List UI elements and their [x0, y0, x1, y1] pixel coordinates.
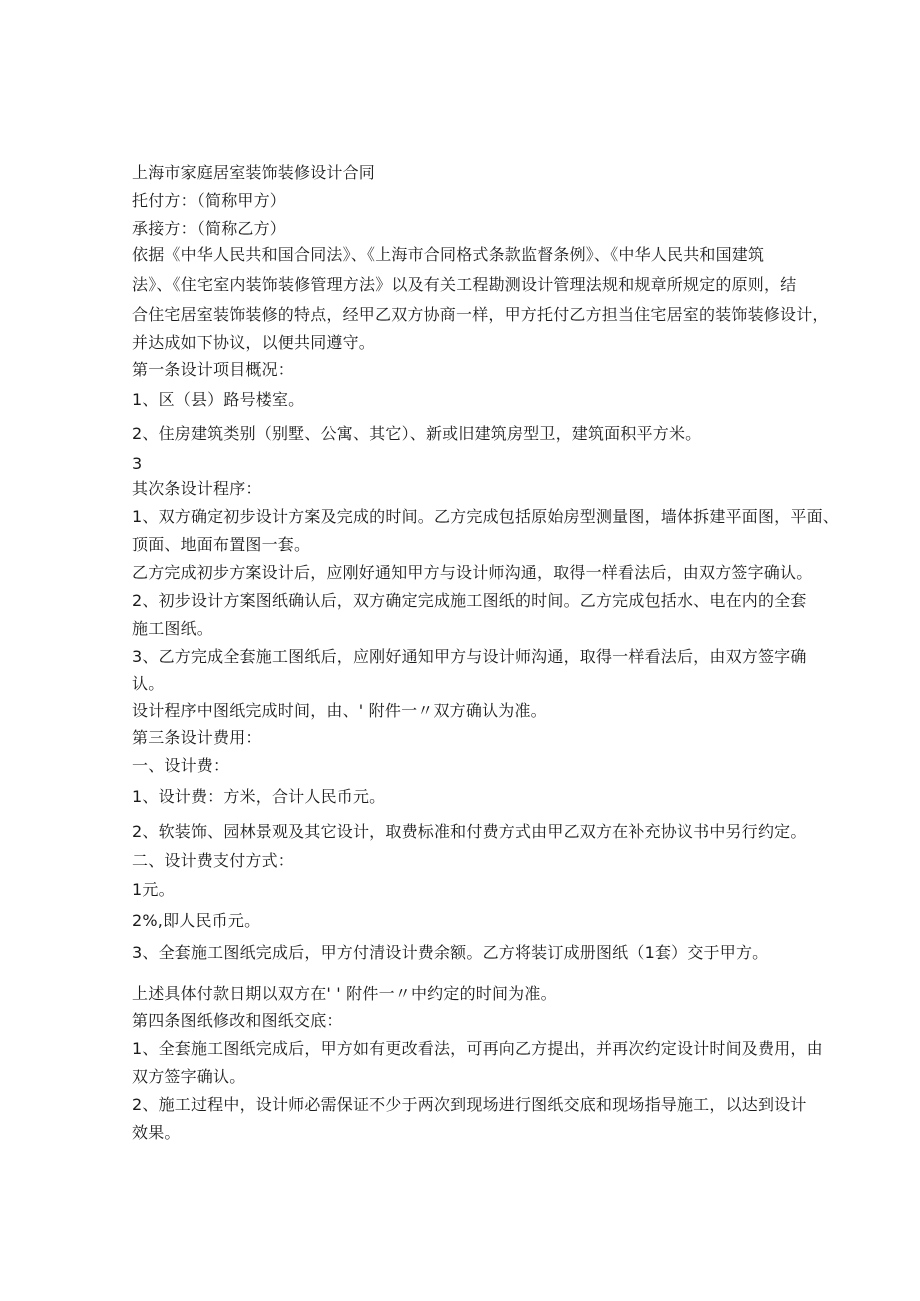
article2-item2-line: 施工图纸。: [132, 619, 214, 638]
article1-item1: 1、区（县）路号楼室。: [132, 390, 305, 409]
article2-note1: 乙方完成初步方案设计后，应刚好通知甲方与设计师沟通，取得一样看法后，由双方签字确认。: [132, 563, 813, 582]
article3-pay2: 2%,即人民币元。: [132, 911, 261, 930]
article2-item3-line: 3、乙方完成全套施工图纸后，应刚好通知甲方与设计师沟通，取得一样看法后，由双方签字确: [132, 647, 807, 666]
article2-heading: 其次条设计程序：: [132, 479, 262, 498]
article4-item2-line: 效果。: [132, 1123, 181, 1142]
article3-sub2: 二、设计费支付方式：: [132, 851, 295, 870]
article1-item2: 2、住房建筑类别（别墅、公寓、其它）、新或旧建筑房型卫，建筑面积平方米。: [132, 424, 702, 443]
article2-note2: 设计程序中图纸完成时间，由、' 附件一〃双方确认为准。: [132, 701, 547, 720]
article4-item1-line: 双方签字确认。: [132, 1067, 246, 1086]
article2-item3-line: 认。: [132, 674, 165, 693]
article4-item1-line: 1、全套施工图纸完成后，甲方如有更改看法，可再向乙方提出，并再次约定设计时间及费用，由: [132, 1039, 823, 1058]
article3-pay1: 1元。: [132, 880, 175, 899]
party-b-line: 承接方：（简称乙方）: [132, 219, 287, 238]
article3-item1: 1、设计费：方米，合计人民币元。: [132, 787, 386, 806]
party-a-line: 托付方：（简称甲方）: [132, 191, 287, 210]
preamble-line: 合住宅居室装饰装修的特点，经甲乙双方协商一样，甲方托付乙方担当住宅居室的装饰装修设计，: [132, 305, 829, 324]
article3-item2: 2、软装饰、园林景观及其它设计，取费标准和付费方式由甲乙双方在补充协议书中另行约定。: [132, 822, 807, 841]
article3-sub1: 一、设计费：: [132, 756, 230, 775]
preamble-line: 法》、《住宅室内装饰装修管理方法》以及有关工程勘测设计管理法规和规章所规定的原则，结: [132, 275, 797, 294]
article2-item2-line: 2、初步设计方案图纸确认后，双方确定完成施工图纸的时间。乙方完成包括水、电在内的全套: [132, 591, 807, 610]
article3-note: 上述具体付款日期以双方在' ' 附件一〃中约定的时间为准。: [132, 984, 557, 1003]
preamble-line: 依据《中华人民共和国合同法》、《上海市合同格式条款监督条例》、《中华人民共和国建筑: [132, 245, 765, 264]
article2-item1-line: 顶面、地面布置图一套。: [132, 535, 311, 554]
document-title: 上海市家庭居室装饰装修设计合同: [132, 163, 376, 182]
article2-item1-line: 1、双方确定初步设计方案及完成的时间。乙方完成包括原始房型测量图，墙体拆建平面图，平面、: [132, 507, 839, 526]
preamble-line: 并达成如下协议，以便共同遵守。: [132, 333, 376, 352]
article4-item2-line: 2、施工过程中，设计师必需保证不少于两次到现场进行图纸交底和现场指导施工，以达到设计: [132, 1095, 807, 1114]
article4-heading: 第四条图纸修改和图纸交底：: [132, 1011, 343, 1030]
article3-pay3: 3、全套施工图纸完成后，甲方付清设计费余额。乙方将装订成册图纸（1套）交于甲方。: [132, 943, 769, 962]
article1-item3: 3: [132, 454, 143, 473]
article1-heading: 第一条设计项目概况：: [132, 360, 295, 379]
article3-heading: 第三条设计费用：: [132, 728, 262, 747]
